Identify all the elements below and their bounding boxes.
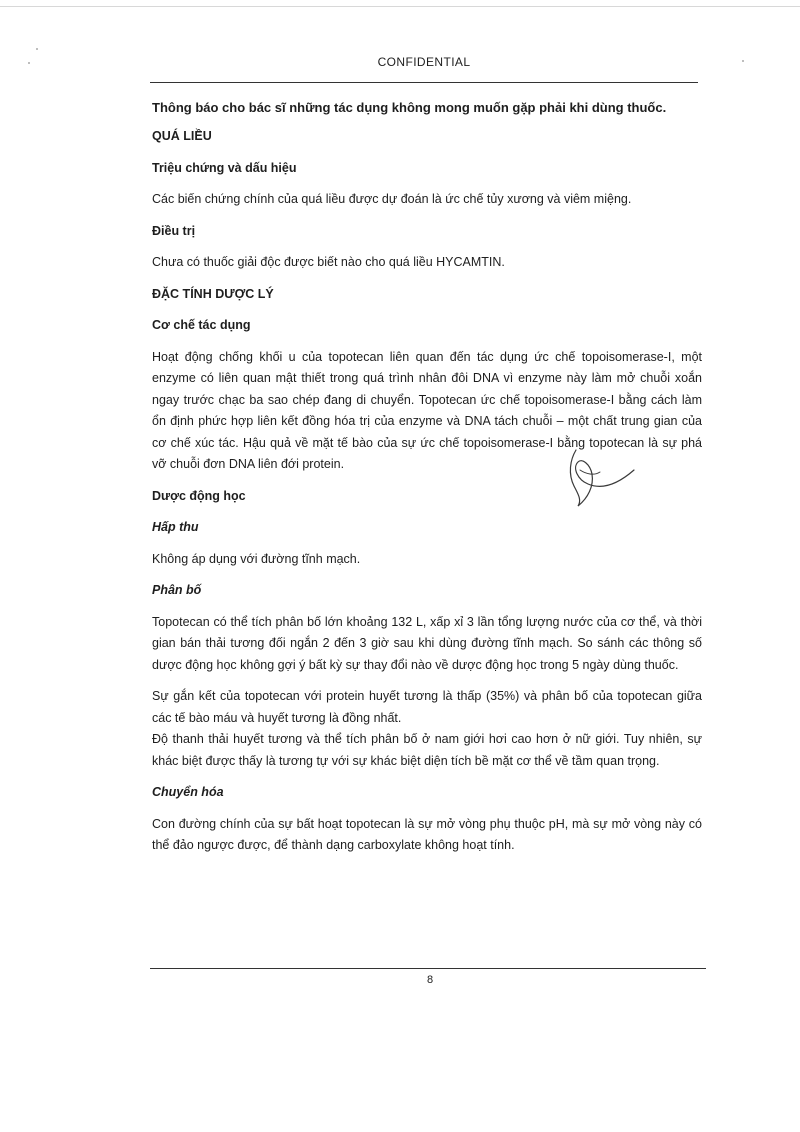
metabolism-paragraph: Con đường chính của sự bất hoạt topotecan là sự mở vòng phụ thuộc pH, mà sự mở vòng này có thể đảo ngược được, để thành dạng carboxylate không hoạt tính. [152, 816, 702, 852]
distribution-paragraph-3: Độ thanh thải huyết tương và thể tích phân bố ở nam giới hơi cao hơn ở nữ giới. Tuy nhiên, sự khác biệt được thấy là tương tự với sự khác biệt diện tích bề mặt cơ thể về tầm quan trọng. [152, 732, 702, 768]
lead-note: Thông báo cho bác sĩ những tác dụng không mong muốn gặp phải khi dùng thuốc. [152, 100, 667, 115]
footer-rule [150, 968, 706, 969]
subsection-title-pharmacokinetics: Dược động học [152, 488, 246, 503]
section-title-pharmacology: ĐẶC TÍNH DƯỢC LÝ [152, 286, 274, 301]
subsection-title-mechanism: Cơ chế tác dụng [152, 318, 251, 332]
subsection-title-metabolism: Chuyển hóa [152, 785, 224, 799]
subsection-title-distribution: Phân bố [152, 583, 202, 597]
page-number: 8 [426, 974, 434, 986]
distribution-paragraph-1: Topotecan có thể tích phân bố lớn khoảng 132 L, xấp xỉ 3 lần tổng lượng nước của cơ thể, và thời gian bán thải tương đối ngắn 2 đến 3 giờ sau khi dùng đường tĩnh mạch. So sánh các thông số dược động học không gợi ý bất kỳ sự thay đổi nào về dược động học trong 5 ngày dùng thuốc. [152, 614, 702, 672]
distribution-paragraph-2: Sự gắn kết của topotecan với protein huyết tương là thấp (35%) và phân bố của topotecan giữa các tế bào máu và huyết tương là đồng nhất. [152, 689, 702, 725]
header-rule [150, 82, 698, 83]
handwritten-signature [548, 440, 648, 520]
symptoms-paragraph: Các biến chứng chính của quá liều được dự đoán là ức chế tủy xương và viêm miệng. [152, 192, 632, 206]
subsection-title-treatment: Điều trị [152, 223, 196, 238]
scan-top-edge [0, 6, 800, 7]
subsection-title-absorption: Hấp thu [152, 520, 199, 534]
treatment-paragraph: Chưa có thuốc giải độc được biết nào cho quá liều HYCAMTIN. [152, 255, 505, 269]
subsection-title-symptoms: Triệu chứng và dấu hiệu [152, 160, 297, 175]
absorption-paragraph: Không áp dụng với đường tĩnh mạch. [152, 551, 361, 566]
mechanism-paragraph: Hoạt động chống khối u của topotecan liên quan đến tác dụng ức chế topoisomerase-I, một enzyme có liên quan mật thiết trong quá trình nhân đôi DNA vì enzyme này làm mở chuỗi xoắn ngay trước chạc ba sao chép đang di chuyển. Topotecan ức chế topoisomerase-I bằng cách làm ổn định phức hợp liên kết đồng hóa trị của enzyme và DNA tách chuỗi – một chất trung gian của cơ chế xúc tác. Hậu quả về mặt tế bào của sự ức chế topoisomerase-I bằng topotecan là sự phá vỡ chuỗi đơn DNA liên đới protein. [152, 349, 702, 471]
scan-speck [36, 48, 38, 50]
section-title-overdose: QUÁ LIỀU [152, 129, 212, 143]
confidential-header: CONFIDENTIAL [377, 55, 471, 69]
